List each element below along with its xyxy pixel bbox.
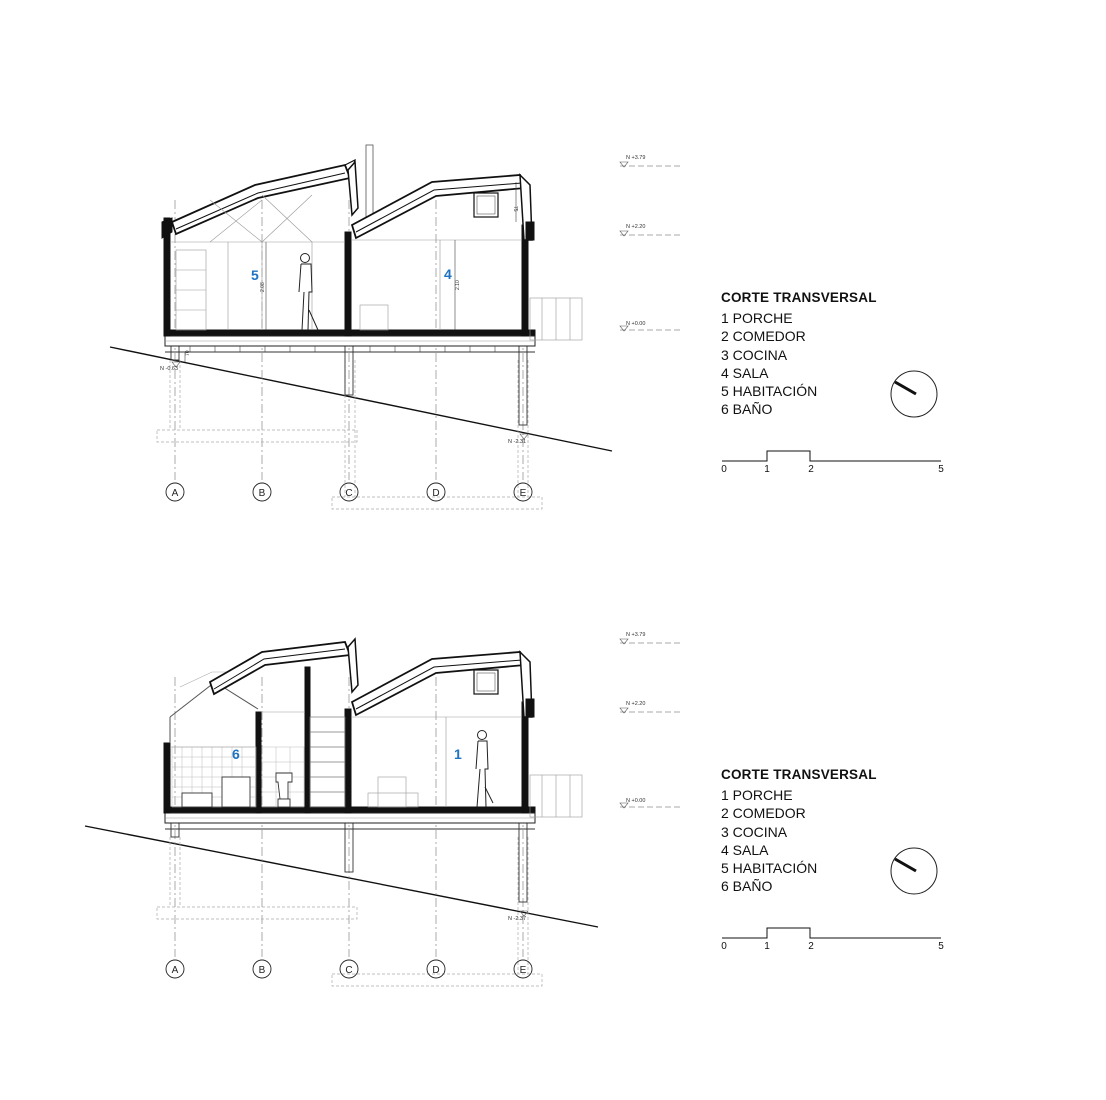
scale-label: 2 xyxy=(808,464,814,475)
level-label: N -0.63 xyxy=(160,366,179,372)
level-label: N +0.00 xyxy=(626,321,646,327)
level-label: N -2.31 xyxy=(508,439,527,445)
ground-line xyxy=(110,347,612,451)
axis-label: A xyxy=(171,965,179,976)
legend xyxy=(721,766,981,896)
person-figure-icon xyxy=(476,731,493,808)
legend-item: 2 COMEDOR xyxy=(721,805,806,822)
axis-label: A xyxy=(171,488,179,499)
section-sheet-2 xyxy=(0,477,1106,1027)
person-figure-icon xyxy=(299,254,318,331)
room-tag: 6 xyxy=(232,746,240,762)
legend-item: 5 HABITACIÓN xyxy=(721,383,818,400)
legend-list xyxy=(721,786,981,896)
window xyxy=(474,193,498,217)
chimney xyxy=(366,145,373,220)
legend xyxy=(721,289,981,419)
legend-item: 3 COCINA xyxy=(721,823,788,840)
legend-item: 4 SALA xyxy=(721,364,769,381)
legend-title: CORTE TRANSVERSAL xyxy=(721,290,877,305)
stair xyxy=(310,717,345,807)
roof-right xyxy=(352,652,534,717)
dimension-label: 2.10 xyxy=(455,280,461,290)
room-tag: 1 xyxy=(454,746,462,762)
level-label: N +3.79 xyxy=(626,155,646,161)
level-label: N +2.20 xyxy=(626,224,646,230)
scale-label: 0 xyxy=(721,464,727,475)
axis-label: C xyxy=(345,965,353,976)
roof-right xyxy=(352,175,534,240)
room-tag: 5 xyxy=(251,267,259,283)
foundation-hidden xyxy=(157,837,542,986)
fixtures xyxy=(182,773,292,807)
legend-list xyxy=(721,309,981,419)
axis-label: C xyxy=(345,488,353,499)
legend-item: 2 COMEDOR xyxy=(721,328,806,345)
scale-label: 1 xyxy=(764,464,770,475)
roof-left xyxy=(210,639,358,694)
legend-item: 1 PORCHE xyxy=(721,787,793,803)
scale-label: 5 xyxy=(938,941,944,952)
legend-item: 4 SALA xyxy=(721,841,769,858)
legend-item: 6 BAÑO xyxy=(721,878,773,895)
walls xyxy=(164,218,528,336)
level-label: N +3.79 xyxy=(626,632,646,638)
axis-label: D xyxy=(432,965,440,976)
legend-item: 3 COCINA xyxy=(721,346,788,363)
axis-label: B xyxy=(258,965,266,976)
level-marker-icon xyxy=(172,162,683,439)
dimension-label: 75 xyxy=(512,206,518,212)
level-label: N +0.00 xyxy=(626,798,646,804)
window xyxy=(474,670,498,694)
dimension-label: 70 xyxy=(185,350,191,356)
legend-title: CORTE TRANSVERSAL xyxy=(721,767,877,782)
scale-label: 0 xyxy=(721,941,727,952)
scale-label: 2 xyxy=(808,941,814,952)
level-marker-icon xyxy=(520,639,683,916)
legend-item: 1 PORCHE xyxy=(721,310,793,326)
axis-label: D xyxy=(432,488,440,499)
scale-bar-icon xyxy=(722,451,941,461)
dimension-label: 2.08 xyxy=(260,282,266,292)
axis-label: E xyxy=(519,965,527,976)
legend-item: 6 BAÑO xyxy=(721,401,773,418)
axis-label: E xyxy=(519,488,527,499)
roof-left xyxy=(162,160,358,238)
axis-label: B xyxy=(258,488,266,499)
room-tag: 4 xyxy=(444,266,452,282)
scale-label: 1 xyxy=(764,941,770,952)
scale-label: 5 xyxy=(938,464,944,475)
scale-bar-icon xyxy=(722,928,941,938)
section-drawing-2 xyxy=(0,477,1106,1027)
legend-item: 5 HABITACIÓN xyxy=(721,860,818,877)
level-label: N -2.37 xyxy=(508,916,527,922)
level-label: N +2.20 xyxy=(626,701,646,707)
